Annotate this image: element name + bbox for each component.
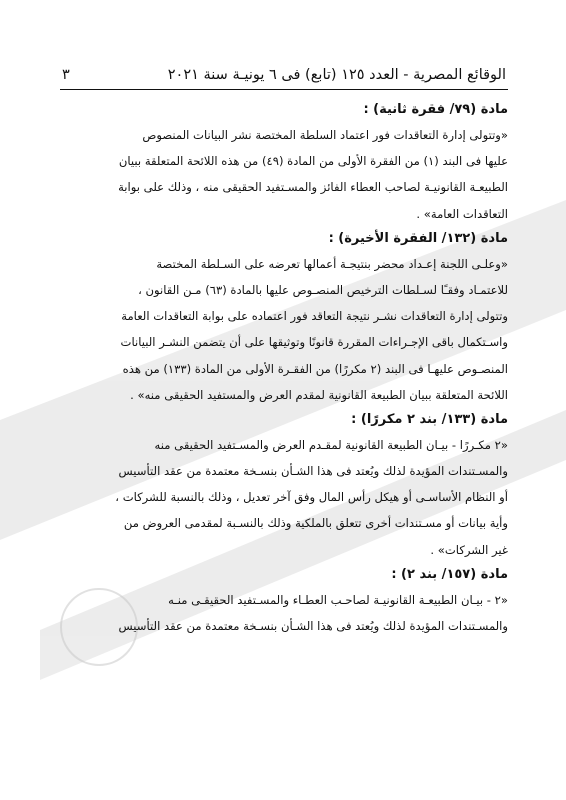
section-article-79	[58, 98, 508, 227]
text-line: والمسـتندات المؤيدة لذلك ويُعتد فى هذا الشـأن بنسـخة معتمدة من عقد التأسيس	[118, 619, 508, 633]
text-line: للاعتمـاد وفقـًا لسـلطات الترخيص المنصـوص عليها بالمادة (٦٣) مـن القانون ،	[138, 282, 508, 297]
text-line: التعاقدات العامة» .	[416, 206, 508, 221]
article-text	[58, 251, 508, 408]
section-article-132	[58, 227, 508, 408]
article-text	[58, 432, 508, 563]
text-line: والمسـتندات المؤيدة لذلك ويُعتد فى هذا الشـأن بنسـخة معتمدة من عقد التأسيس	[118, 464, 508, 479]
text-line: وأية بيانات أو مسـتندات أخرى تتعلق بالملكية وذلك بالنسـبة لمقدمى العروض من	[123, 516, 508, 531]
text-line: عليها فى البند (١) من الفقرة الأولى من المادة (٤٩) من هذه اللائحة المتعلقة ببيان	[118, 154, 508, 169]
text-line: واسـتكمال باقى الإجـراءات المقررة قانونًا وتوثيقها على أن يتضمن النشـر البيانات	[120, 335, 508, 350]
text-line: «٢ مكـررًا - بيـان الطبيعة القانونية لمقـدم العرض والمسـتفيد الحقيقى منه	[154, 437, 508, 452]
article-heading: مادة (١٥٧/ بند ٢) :	[391, 566, 508, 582]
article-heading: مادة (١٣٣/ بند ٢ مكررًا) :	[351, 411, 508, 427]
section-article-133	[58, 408, 508, 563]
text-line: «وعلـى اللجنة إعـداد محضر بنتيجـة أعمالها تعرضه على السـلطة المختصة	[156, 256, 508, 271]
text-line: وتتولى إدارة التعاقدات نشـر نتيجة التعاقد فور اعتماده على بوابة التعاقدات العامة	[121, 309, 508, 324]
text-line: «٢ - بيـان الطبيعـة القانونيـة لصاحـب العطـاء والمسـتفيد الحقيقـى منـه	[168, 592, 508, 607]
text-line: المنصـوص عليهـا فى البند (٢ مكررًا) من الفقـرة الأولى من المادة (١٣٣) من هذه	[122, 361, 508, 376]
article-text	[58, 122, 508, 227]
page-header	[62, 62, 506, 88]
text-line: «وتتولى إدارة التعاقدات فور اعتماد السلطة المختصة نشر البيانات المنصوص	[142, 128, 508, 142]
document-body	[58, 98, 508, 639]
page-number: ٣	[62, 67, 70, 83]
header-title: الوقائع المصرية - العدد ١٢٥ (تابع) فى ٦ يونيـة سنة ٢٠٢١	[167, 67, 506, 83]
text-line: غير الشركات» .	[430, 542, 508, 557]
text-line: اللائحة المتعلقة ببيان الطبيعة القانونية لمقدم العرض والمستفيد الحقيقى منه» .	[130, 387, 508, 402]
section-article-157	[58, 563, 508, 639]
article-heading: مادة (١٣٢/ الفقرة الأخيرة) :	[328, 230, 508, 246]
text-line: أو النظام الأساسـى أو هيكل رأس المال وفق آخر تعديل ، وذلك بالنسبة للشركات ،	[115, 490, 508, 505]
text-line: الطبيعـة القانونيـة لصاحب العطاء الفائز والمسـتفيد الحقيقى منه ، وذلك على بوابة	[118, 180, 508, 195]
header-divider	[60, 89, 508, 90]
article-heading: مادة (٧٩/ فقرة ثانية) :	[363, 102, 508, 117]
article-text	[58, 587, 508, 639]
